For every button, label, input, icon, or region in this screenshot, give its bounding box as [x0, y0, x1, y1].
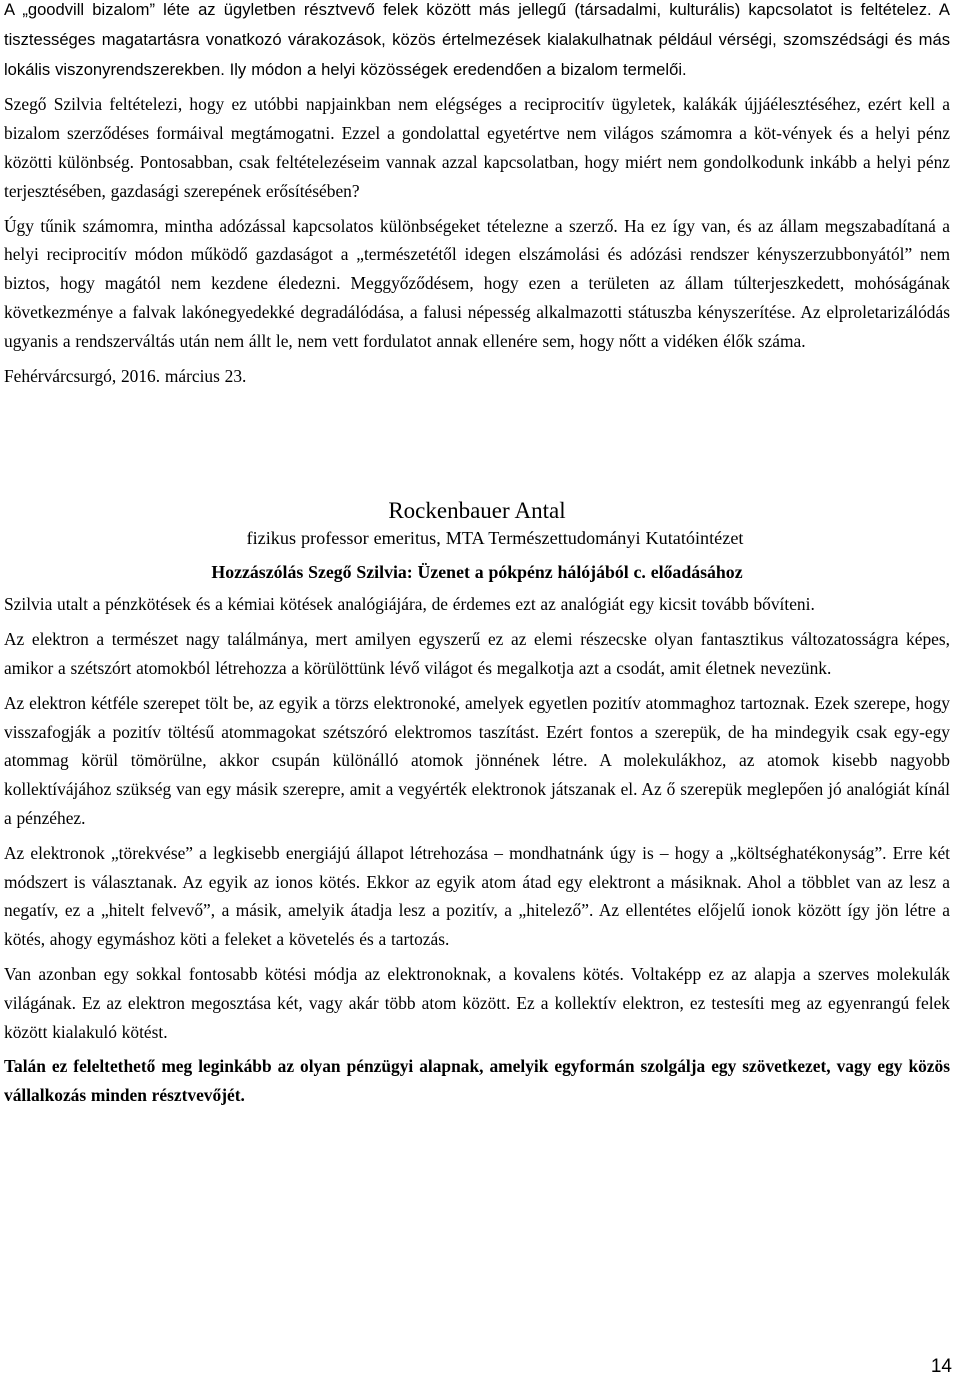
paragraph-taxation: Úgy tűnik számomra, mintha adózással kapcsolatos különbségeket tételezne a szerző. Ha ez így van, és az állam megszabadítaná a helyi reciprocitív módon működő gazdaságot a „természetétől idegen elszámolási és adózási rendszer kényszerzubbonyától” nem biztos, hogy magától nem kezdene éledezni. Meggyőződésem, hogy ezen a területen az állam túlterjeszkedett, mohóságának következménye a falvak lakónegyedekké degradálódása, a falusi népesség alkalmazotti státuszba kényszerítése. Az elproletarizálódás ugyanis a rendszerváltás után nem állt le, nem vett fordulatot annak ellenére sem, hogy nőtt a vidéken élők száma.	[4, 215, 950, 351]
paragraph-goodwill-trust-main: A „goodvill bizalom” léte az ügyletben résztvevő felek között más jellegű (társadalmi, kulturális) kapcsolatot is feltételez. A tisztességes magatartásra vonatkozó várakozások, közös értelmezések kialakulhatnak például vérségi, szomszédsági és más lokális viszonyrendszerekben.	[4, 0, 950, 79]
paragraph-goodwill-trust	[4, 0, 950, 84]
paragraph-analogy-intro: Szilvia utalt a pénzkötések és a kémiai kötések analógiájára, de érdemes ezt az analógiát egy kicsit tovább bővíteni.	[4, 594, 815, 615]
paragraph-conclusion: Talán ez feleltethető meg leginkább az olyan pénzügyi alapnak, amelyik egyformán szolgálja egy szövetkezet, vagy egy közös vállalkozás minden résztvevőjét.	[4, 1056, 950, 1106]
date-line: Fehérvárcsurgó, 2016. március 23.	[4, 365, 247, 386]
page-number: 14	[930, 1356, 952, 1377]
document-page	[4, 0, 950, 1110]
paragraph-electron-roles: Az elektron kétféle szerepet tölt be, az egyik a törzs elektronoké, amelyek egyetlen pozitív atommaghoz tartoznak. Ezek szerepe, hogy visszafogják a pozitív töltésű atommagokat szétszóró elektromos taszítást. Ezért fontos a szerepük, de ha mindegyik csak egy-egy atommag körül tömörülne, akkor csupán különálló atomok jönnének létre. A molekulákhoz, az atomok kisebb nagyobb kollektívájához szükség van egy másik szerepre, amit a vegyérték elektronok játszanak el. Az ő szerepük meglepően jó analógiát kínál a pénzéhez.	[4, 692, 950, 828]
paragrah-szego-assumption	[4, 90, 950, 205]
author-name: Rockenbauer Antal	[388, 498, 566, 524]
author-affiliation: fizikus professor emeritus, MTA Természettudományi Kutatóintézet	[246, 528, 744, 549]
paragraph-goodwill-trust-conclusion: Ily módon a helyi közösségek eredendően a bizalom termelői.	[229, 59, 687, 79]
section-title: Hozzászólás Szegő Szilvia: Üzenet a pókpénz hálójából c. előadásához	[211, 562, 743, 583]
paragraph-szego-assumption-question: Ezzel a gondolattal egyetértve nem világos számomra a köt-vények és a helyi pénz közötti különbség. Pontosabban, csak feltételezéseim vannak azzal kapcsolatban, hogy miért nem gondolkodunk inkább a helyi pénz terjesztésében, gazdasági szerepének erősítésében?	[4, 123, 951, 201]
paragraph-szego-assumption-main: Szegő Szilvia feltételezi, hogy ez utóbbi napjainkban nem elégséges a reciprocitív ügyletek, kalákák újjáélesztéséhez, ezért kell a bizalom szerződéses formáival megtámogatni.	[4, 94, 950, 144]
paragraph-ionic-bond: Az elektronok „törekvése” a legkisebb energiájú állapot létrehozása – mondhatnánk úgy is – hogy a „költséghatékonyság”. Erre két módszert is választanak. Az egyik az ionos kötés. Ekkor az egyik atom átad egy elektront a másiknak. Ahol a többlet van az lesz a negatív, ez a „hitelt felvevő”, a másik, amelyik átadja lesz a pozitív, a „hitelező”. Az ellentétes előjelű ionok között így jön létre a kötés, ahogy egymáshoz köti a feleket a követelés és a tartozás.	[4, 842, 950, 950]
paragraph-covalent-bond: Van azonban egy sokkal fontosabb kötési módja az elektronoknak, a kovalens kötés. Voltaképp ez az alapja a szerves molekulák világának. Ez az elektron megosztása két, vagy akár több atom között. Ez a kollektív elektron, ez testesíti meg az egyenrangú felek között kialakuló kötést.	[4, 963, 950, 1042]
paragraph-electron-invention: Az elektron a természet nagy találmánya, mert amilyen egyszerű ez az elemi részecske olyan fantasztikus változatosságra képes, amikor a szétszórt atomokból létrehozza a körülöttünk lévő világot és megalkotja azt a csodát, amit életnek nevezünk.	[4, 629, 950, 678]
